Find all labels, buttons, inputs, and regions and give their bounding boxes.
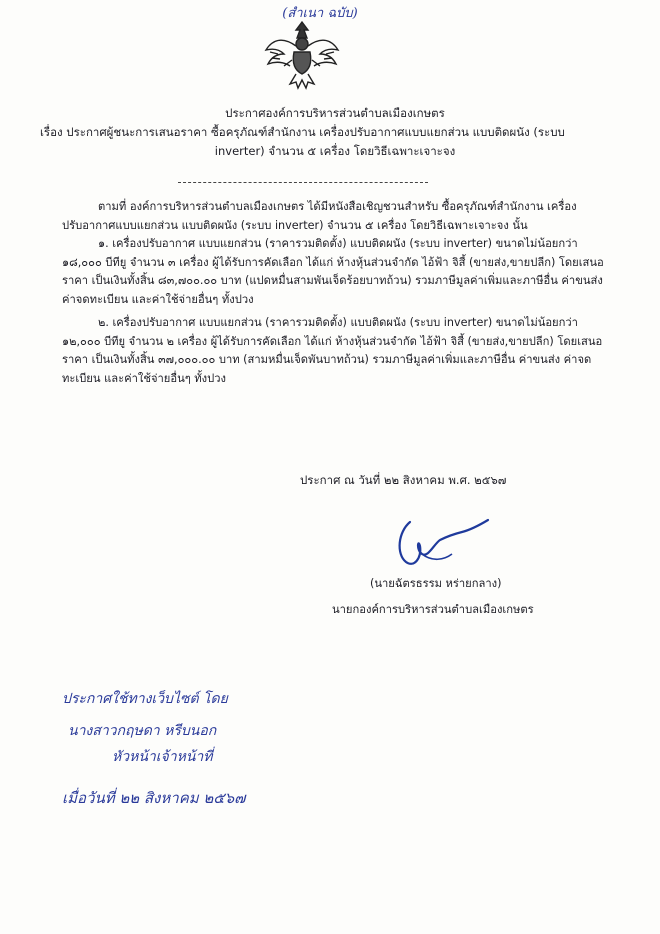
item-2-line: ทะเบียน และค่าใช้จ่ายอื่นๆ ทั้งปวง	[62, 371, 226, 385]
item-2-line: ๒. เครื่องปรับอากาศ แบบแยกส่วน (ราคารวมติดตั้ง) แบบติดผนัง (ระบบ inverter) ขนาดไม่น้อยกว่า	[98, 316, 578, 329]
handwritten-note-line: นางสาวกฤษดา หรีบนอก	[68, 723, 217, 739]
subject-line-1: เรื่อง ประกาศผู้ชนะการเสนอราคา ซื้อครุภัณฑ์สำนักงาน เครื่องปรับอากาศแบบแยกส่วน แบบติดผนัง (ระบบ	[40, 125, 565, 139]
item-2-line: ๑๒,๐๐๐ บีทียู จำนวน ๒ เครื่อง ผู้ได้รับการคัดเลือก ได้แก่ ห้างหุ้นส่วนจำกัด ไอ้ฟ้า จิสี้ (ขายส่ง,ขายปลีก) โดยเสนอ	[62, 334, 603, 348]
item-1-line: ค่าจดทะเบียน และค่าใช้จ่ายอื่นๆ ทั้งปวง	[62, 292, 254, 306]
subject-line-2: inverter) จำนวน ๕ เครื่อง โดยวิธีเฉพาะเจาะจง	[214, 144, 456, 158]
issued-date: ประกาศ ณ วันที่ ๒๒ สิงหาคม พ.ศ. ๒๕๖๗	[300, 473, 507, 487]
handwritten-note-line: ประกาศใช้ทางเว็บไซต์ โดย	[62, 691, 228, 707]
signer-name: (นายฉัตรธรรม หร่ายกลาง)	[370, 577, 502, 590]
intro-line: ปรับอากาศแบบแยกส่วน แบบติดผนัง (ระบบ inverter) จำนวน ๕ เครื่อง โดยวิธีเฉพาะเจาะจง นั้น	[62, 218, 528, 232]
item-2-line: ราคา เป็นเงินทั้งสิ้น ๓๗,๐๐๐.๐๐ บาท (สามหมื่นเจ็ดพันบาทถ้วน) รวมภาษีมูลค่าเพิ่มและภาษีอื่น ค่าขนส่ง ค่าจด	[62, 353, 592, 366]
garuda-emblem-icon	[262, 16, 342, 94]
page-title: ประกาศองค์การบริหารส่วนตำบลเมืองเกษตร	[225, 106, 445, 120]
divider	[178, 182, 428, 183]
intro-line: ตามที่ องค์การบริหารส่วนตำบลเมืองเกษตร ได้มีหนังสือเชิญชวนสำหรับ ซื้อครุภัณฑ์สำนักงาน เครื่อง	[98, 200, 577, 213]
item-1-line: ๑. เครื่องปรับอากาศ แบบแยกส่วน (ราคารวมติดตั้ง) แบบติดผนัง (ระบบ inverter) ขนาดไม่น้อยกว่า	[98, 237, 578, 250]
signature-image	[392, 510, 502, 570]
handwritten-note-line: เมื่อวันที่ ๒๒ สิงหาคม ๒๕๖๗	[62, 789, 246, 807]
title-block	[40, 104, 630, 161]
item-1-line: ๑๘,๐๐๐ บีทียู จำนวน ๓ เครื่อง ผู้ได้รับการคัดเลือก ได้แก่ ห้างหุ้นส่วนจำกัด ไอ้ฟ้า จิสี้ (ขายส่ง,ขายปลีก) โดยเสนอ	[62, 255, 604, 269]
handwritten-note-line: หัวหน้าเจ้าหน้าที่	[112, 749, 213, 765]
handwritten-copy-mark: (สำเนา ฉบับ)	[282, 6, 358, 21]
item-1-line: ราคา เป็นเงินทั้งสิ้น ๘๓,๗๐๐.๐๐ บาท (แปดหมื่นสามพันเจ็ดร้อยบาทถ้วน) รวมภาษีมูลค่าเพิ่มและภาษีอื่น ค่าขนส่ง	[62, 274, 603, 287]
signer-position: นายกองค์การบริหารส่วนตำบลเมืองเกษตร	[332, 603, 534, 616]
announcement-body	[62, 198, 618, 388]
